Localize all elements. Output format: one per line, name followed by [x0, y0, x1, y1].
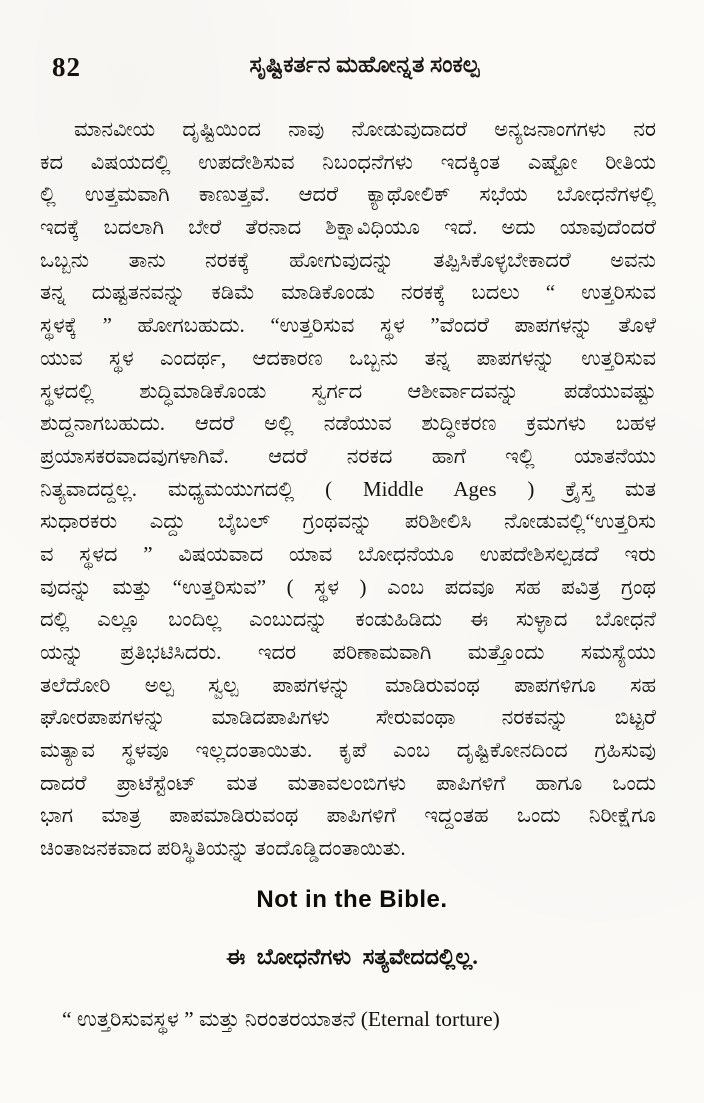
running-title: ಸೃಷ್ಟಿಕರ್ತನ ಮಹೋನ್ನತ ಸಂಕಲ್ಪ — [249, 52, 480, 77]
body-line: ಮಾನವೀಯ ದೃಷ್ಟಿಯಿಂದ ನಾವು ನೋಡುವುದಾದರೆ ಅನ್ಯಜನಾಂಗಗಳು ನರ — [74, 117, 656, 141]
body-line: ಯನ್ನು ಪ್ರತಿಭಟಿಸಿದರು. ಇದರ ಪರಿಣಾಮವಾಗಿ ಮತ್ತೊಂದು ಸಮಸ್ಯೆಯು — [40, 640, 656, 664]
section-heading-english: Not in the Bible. — [256, 886, 448, 913]
section-heading-kannada: ಈ ಬೋಧನೆಗಳು ಸತ್ಯವೇದದಲ್ಲಿಲ್ಲ. — [226, 944, 478, 969]
body-line: ತಲೆದೋರಿ ಅಲ್ಪ ಸ್ವಲ್ಪ ಪಾಪಗಳನ್ನು ಮಾಡಿರುವಂಥ ಪಾಪಗಳಿಗೂ ಸಹ — [40, 672, 656, 697]
body-line: ಸ್ಥಳದಲ್ಲಿ ಶುದ್ಧಿಮಾಡಿಕೊಂಡು ಸ್ವರ್ಗದ ಆಶೀರ್ವಾದವನ್ನು ಪಡೆಯುವಷ್ಟು — [40, 378, 656, 403]
body-line: ಘೋರಪಾಪಗಳನ್ನು ಮಾಡಿದಪಾಪಿಗಳು ಸೇರುವಂಥಾ ನರಕವನ್ನು ಬಿಟ್ಟರೆ — [40, 705, 656, 730]
body-line: ನಿತ್ಯವಾದದ್ದಲ್ಲ. ಮಧ್ಯಮಯುಗದಲ್ಲಿ ( Middle Ages ) ಕ್ರೈಸ್ತ ಮತ — [40, 476, 656, 501]
body-line: ತನ್ನ ದುಷ್ಟತನವನ್ನು ಕಡಿಮೆ ಮಾಡಿಕೊಂಡು ನರಕಕ್ಕೆ ಬದಲು “ ಉತ್ತರಿಸುವ — [40, 280, 656, 305]
body-line: ದಲ್ಲಿ ಎಲ್ಲೂ ಬಂದಿಲ್ಲ ಎಂಬುದನ್ನು ಕಂಡುಹಿಡಿದು ಈ ಸುಳ್ಳಾದ ಬೋಧನೆ — [40, 607, 656, 632]
body-line: ಯುವ ಸ್ಥಳ ಎಂದರ್ಥ, ಆದಕಾರಣ ಒಬ್ಬನು ತನ್ನ ಪಾಪಗಳನ್ನು ಉತ್ತರಿಸುವ — [40, 345, 656, 370]
body-line: ಲ್ಲಿ ಉತ್ತಮವಾಗಿ ಕಾಣುತ್ತವೆ. ಆದರೆ ಕ್ಯಾಥೋಲಿಕ್ ಸಭೆಯ ಬೋಧನೆಗಳಲ್ಲಿ — [40, 182, 656, 207]
body-line: ಕದ ವಿಷಯದಲ್ಲಿ ಉಪದೇಶಿಸುವ ನಿಬಂಧನೆಗಳು ಇದಕ್ಕಿಂತ ಎಷ್ಟೋ ರೀತಿಯ — [40, 149, 656, 174]
body-line: ಚಿಂತಾಜನಕವಾದ ಪರಿಸ್ಥಿತಿಯನ್ನು ತಂದೊಡ್ಡಿದಂತಾಯಿತು. — [40, 836, 406, 861]
body-paragraph — [40, 113, 656, 865]
body-line: ಶುದ್ದನಾಗಬಹುದು. ಆದರೆ ಅಲ್ಲಿ ನಡೆಯುವ ಶುದ್ಧೀಕರಣ ಕ್ರಮಗಳು ಬಹಳ — [40, 411, 656, 436]
footer-quote-line: “ ಉತ್ತರಿಸುವಸ್ಥಳ ” ಮತ್ತು ನಿರಂತರಯಾತನೆ (Eternal torture) — [62, 1007, 500, 1031]
body-line: ಸುಧಾರಕರು ಎದ್ದು ಬೈಬಲ್ ಗ್ರಂಥವನ್ನು ಪರಿಶೀಲಿಸಿ ನೋಡುವಲ್ಲಿ“ಉತ್ತರಿಸು — [40, 509, 656, 534]
body-line: ಪ್ರಯಾಸಕರವಾದವುಗಳಾಗಿವೆ. ಆದರೆ ನರಕದ ಹಾಗೆ ಇಲ್ಲಿ ಯಾತನೆಯು — [40, 443, 656, 468]
body-line: ಮತ್ಯಾವ ಸ್ಥಳವೂ ಇಲ್ಲದಂತಾಯಿತು. ಕೃಪೆ ಎಂಬ ದೃಷ್ಟಿಕೋನದಿಂದ ಗ್ರಹಿಸುವು — [40, 738, 656, 763]
body-line: ಇದಕ್ಕೆ ಬದಲಾಗಿ ಬೇರೆ ತೆರನಾದ ಶಿಕ್ಷಾವಿಧಿಯೂ ಇದೆ. ಅದು ಯಾವುದೆಂದರೆ — [40, 215, 656, 240]
body-line: ಭಾಗ ಮಾತ್ರ ಪಾಪಮಾಡಿರುವಂಥ ಪಾಪಿಗಳಿಗೆ ಇದ್ದಂತಹ ಒಂದು ನಿರೀಕ್ಷೆಗೂ — [40, 803, 656, 828]
body-line: ದಾದರೆ ಪ್ರಾಟೆಸ್ಟೆಂಟ್ ಮತ ಮತಾವಲಂಬಿಗಳು ಪಾಪಿಗಳಿಗೆ ಹಾಗೂ ಒಂದು — [40, 770, 656, 795]
body-line: ಸ್ಥಳಕ್ಕೆ ” ಹೋಗಬಹುದು. “ಉತ್ತರಿಸುವ ಸ್ಥಳ ”ವೆಂದರೆ ಪಾಪಗಳನ್ನು ತೊಳೆ — [40, 313, 656, 338]
page-number: 82 — [52, 52, 81, 82]
body-line: ವ ಸ್ಥಳದ ” ವಿಷಯವಾದ ಯಾವ ಬೋಧನೆಯೂ ಉಪದೇಶಿಸಲ್ಪಡದೆ ಇರು — [40, 541, 656, 566]
body-line: ವುದನ್ನು ಮತ್ತು “ಉತ್ತರಿಸುವ” ( ಸ್ಥಳ ) ಎಂಬ ಪದವೂ ಸಹ ಪವಿತ್ರ ಗ್ರಂಥ — [40, 574, 656, 599]
body-line: ಒಬ್ಬನು ತಾನು ನರಕಕ್ಕೆ ಹೋಗುವುದನ್ನು ತಪ್ಪಿಸಿಕೊಳ್ಳಬೇಕಾದರೆ ಅವನು — [40, 247, 656, 272]
